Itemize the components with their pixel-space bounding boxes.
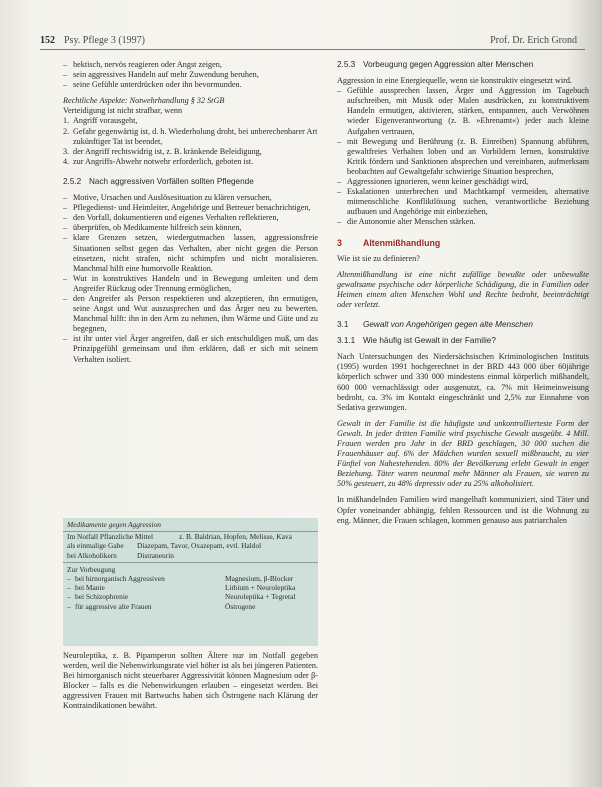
list-text: Gefahr gegenwärtig ist, d. h. Wiederholung droht, bei unberechenbarer Art zukünftiger Tat ist beendet, xyxy=(73,126,318,146)
box-value: Diazepam, Tavor, Oxazepam, evtl. Haldol xyxy=(137,541,262,551)
section-number: 2.5.3 xyxy=(337,60,356,69)
box-label: Im Notfall Pflanzliche Mittel xyxy=(67,532,153,542)
list-item: – sein aggressives Handeln auf mehr Zuwendung beruhen, xyxy=(63,70,318,80)
question: Wie ist sie zu definieren? xyxy=(337,253,420,263)
legal-intro: Verteidigung ist nicht strafbar, wenn xyxy=(63,106,183,116)
list-item: – seine Gefühle unterdrücken oder ihn bevormunden. xyxy=(63,80,318,90)
section-number: 3 xyxy=(337,237,342,248)
section-heading-3 xyxy=(337,238,589,248)
neuroleptics-paragraph xyxy=(63,651,318,712)
paragraph: Aggression in eine Energiequelle, wenn sie konstruktiv eingesetzt wird. xyxy=(337,76,572,86)
list-item: – Pflegedienst- und Heimleiter, Angehörige und Betreuer benachrichtigen, xyxy=(63,203,318,213)
list-number: 1. xyxy=(63,116,70,126)
box-value: Distraneurin xyxy=(137,550,174,560)
list-item: – klare Grenzen setzen, wiedergutmachen lassen, aggressionsfreie Situationen selbst gegen das Verhalten, aber nicht gegen die Person einsetzen, nicht strafen, nicht schimpfen und nicht moralisieren. Manchmal hilft eine humorvolle Reaktion. xyxy=(63,233,318,273)
prevention-list xyxy=(337,86,589,227)
box-prevention-row xyxy=(63,574,318,583)
list-number: 2. xyxy=(63,126,70,136)
list-item: – den Angreifer als Person respektieren und akzeptieren, ihn ermutigen, seine Angst und Wut auszusprechen und das Ärger neu zu bewerten. Manchmal hilft: ihn in den Arm zu nehmen, ihm Wärme und Güte und zu begegnen, xyxy=(63,294,318,334)
list-item: – Gefühle aussprechen lassen, Ärger und Aggression im Tagebuch aufschreiben, mit Musik oder Malen ausdrücken, zu konstruktivem Handeln ermutigen, aktivieren, stärken, entspannen, auch Verwöhnen wieder Eigenverantwortung (z. B. »Ehrenamt«) jeder auch kleine Aufgaben vertrauen, xyxy=(337,86,589,136)
box-prevention-label: Zur Vorbeugung xyxy=(63,562,318,574)
list-item: – hektisch, nervös reagieren oder Angst zeigen, xyxy=(63,60,318,70)
list-item xyxy=(63,157,318,167)
section-number: 3.1 xyxy=(337,320,349,330)
list-number: 4. xyxy=(63,156,70,166)
medication: Magnesium, β-Blocker xyxy=(225,574,294,584)
list-item: – Wut in konstruktives Handeln und in Bewegung umleiten und dem Angreifer Rückzug oder Trennung ermöglichen, xyxy=(63,274,318,294)
author-name: Prof. Dr. Erich Grond xyxy=(490,35,577,46)
box-label: bei Alkoholikern xyxy=(67,550,117,560)
section-number: 3.1.1 xyxy=(337,336,356,346)
section-title: Vorbeugung gegen Aggression alter Menschen xyxy=(363,60,534,69)
list-item: – überprüfen, ob Medikamente hilfreich sein können, xyxy=(63,223,318,233)
condition: – bei Manie xyxy=(67,583,225,592)
paragraph: Gewalt in der Familie ist die häufigste und unkontrollierteste Form der Gewalt. In jeder dritten Familie wird psychische Gewalt ausgeübt. 4 Mill. Frauen werden pro Jahr in der BRD geschlagen, 30 000 suchen die Frauenhäuser auf. 6% der Mädchen wurden sexuell mißbraucht, zu vier Fünftel von Nahestehenden. 80% der Bevölkerung erlebt Gewalt in enger Beziehung. Täter waren neunmal mehr Männer als Frauen, sie waren zu 50% gesteuert, zu 48% depressiv oder zu 25% alkoholisiert. xyxy=(337,418,589,489)
list-item: – Aggressionen ignorieren, wenn keiner geschädigt wird, xyxy=(337,177,589,187)
list-text: der Angriff rechtswidrig ist, z. B. kränkende Beleidigung, xyxy=(73,146,262,156)
medication-box xyxy=(63,518,318,646)
definition-paragraph: Altenmißhandlung ist eine nicht zufällige bewußte oder unbewußte gewaltsame psychische oder körperliche Schädigung, die in Familien oder Heimen einem alten Menschen Wohl und Rechte bedroht, beeinträchtigt oder verletzt. xyxy=(337,269,589,309)
list-item xyxy=(63,127,318,147)
page-number: 152 xyxy=(40,35,55,46)
section-title: Wie häufig ist Gewalt in der Familie? xyxy=(363,336,496,346)
list-item: – Motive, Ursachen und Auslösesituation zu klären versuchen, xyxy=(63,193,318,203)
left-column xyxy=(63,60,318,365)
section-title: Nach aggressiven Vorfällen sollten Pflegende xyxy=(89,176,254,186)
box-prevention-row xyxy=(63,602,318,611)
list-text: zur Angriffs-Abwehr notwehr erforderlich, geboten ist. xyxy=(73,156,254,166)
section-number: 2.5.2 xyxy=(63,176,82,186)
box-title: Medikamente gegen Aggression xyxy=(63,518,318,532)
intro-bullet-list xyxy=(63,60,318,90)
condition: – bei hirnorganisch Aggressiven xyxy=(67,574,225,583)
list-item: – Eskalationen unterbrechen und Machtkampf vermeiden, alternative mitmenschliche Konfliktlösung suchen, verantwortliche Beziehung aufbauen und Angehörige mit einbeziehen, xyxy=(337,187,589,217)
after-incident-list xyxy=(63,193,318,365)
list-item: – die Autonomie alter Menschen stärken. xyxy=(337,217,589,227)
section-heading-2-5-2 xyxy=(63,177,318,187)
list-item xyxy=(63,116,318,126)
box-value: z. B. Baldrian, Hopfen, Melisse, Kava xyxy=(179,532,292,542)
section-heading-3-1 xyxy=(337,320,589,330)
list-item: – mit Bewegung und Berührung (z. B. Einreiben) Spannung abführen, gewaltfreies Verhalten loben und an Vorbildern lernen, konstruktive Kritik fördern und Sanktionen absprechen und vereinbaren, aufmerksam beobachten auf Gewaltgefahr schwierige Situation besprechen, xyxy=(337,137,589,177)
list-text: Angriff vorausgeht, xyxy=(73,116,138,126)
right-column xyxy=(337,60,589,526)
section-heading-2-5-3 xyxy=(337,60,589,70)
section-title: Altenmißhandlung xyxy=(363,237,441,248)
medication: Östrogene xyxy=(225,601,256,611)
journal-source: Psy. Pflege 3 (1997) xyxy=(64,35,146,46)
box-row-emergency xyxy=(63,532,318,541)
box-prevention-row xyxy=(63,592,318,601)
box-row-single-dose xyxy=(63,541,318,550)
legal-list xyxy=(63,116,318,166)
page-header xyxy=(40,33,585,50)
box-row-alcohol xyxy=(63,551,318,560)
list-item xyxy=(63,147,318,157)
list-number: 3. xyxy=(63,146,70,156)
medication: Lithium + Neuroleptika xyxy=(225,583,296,593)
list-item: – den Vorfall, dokumentieren und eigenes Verhalten reflektieren, xyxy=(63,213,318,223)
box-prevention-row xyxy=(63,583,318,592)
section-heading-3-1-1 xyxy=(337,336,589,346)
box-label: als einmalige Gabe xyxy=(67,541,124,551)
section-title: Gewalt von Angehörigen gegen alte Menschen xyxy=(363,320,533,330)
paragraph: In mißhandelnden Familien wird mangelhaft kommuniziert, sind Täter und Opfer voneinander abhängig, fehlen Ressourcen und ist die Wohnung zu eng. Männer, die Frauen schlagen, kommen genauso aus patriarchalen xyxy=(337,495,589,525)
paragraph: Neuroleptika, z. B. Pipamperon sollten Ältere nur im Notfall gegeben werden, weil die Nebenwirkungsrate viel höher ist als bei jüngeren Patienten. Bei hirnorganisch nicht steuerbarer Aggressivität können Magnesium oder β-Blocker – falls es die Nebenwirkungen erlauben – eingesetzt werden. Bei aggressiven Frauen mit Bartwuchs haben sich Östrogene nach Klärung der Kontraindikationen bewährt. xyxy=(63,651,318,711)
legal-heading: Rechtliche Aspekte: Notwehrhandlung § 32 StGB xyxy=(63,96,225,106)
medication: Neuroleptika + Tegretal xyxy=(225,592,296,602)
paragraph: Nach Untersuchungen des Niedersächsischen Kriminologischen Instituts (1995) wurden 1991 hochgerechnet in der BRD 443 000 über 60jährige körperlich schwer und 330 000 mindestens einmal körperlich mißhandelt, 600 000 vernachlässigt oder ausgenutzt, ca. 7% mit Heimeinweisung bedroht, ca. 3% im Kontakt eingeschränkt und 2,5% zur Einnahme von Sedativa gezwungen. xyxy=(337,352,589,412)
condition: – bei Schizophrenie xyxy=(67,592,225,601)
condition: – für aggressive alte Frauen xyxy=(67,602,225,611)
list-item: – ist ihr unter viel Ärger angreifen, daß er sich entschuldigen muß, um das Prinzipgefühl gemeinsam und ihm erklären, daß er sich mit seinem Verhalten isoliert. xyxy=(63,334,318,364)
